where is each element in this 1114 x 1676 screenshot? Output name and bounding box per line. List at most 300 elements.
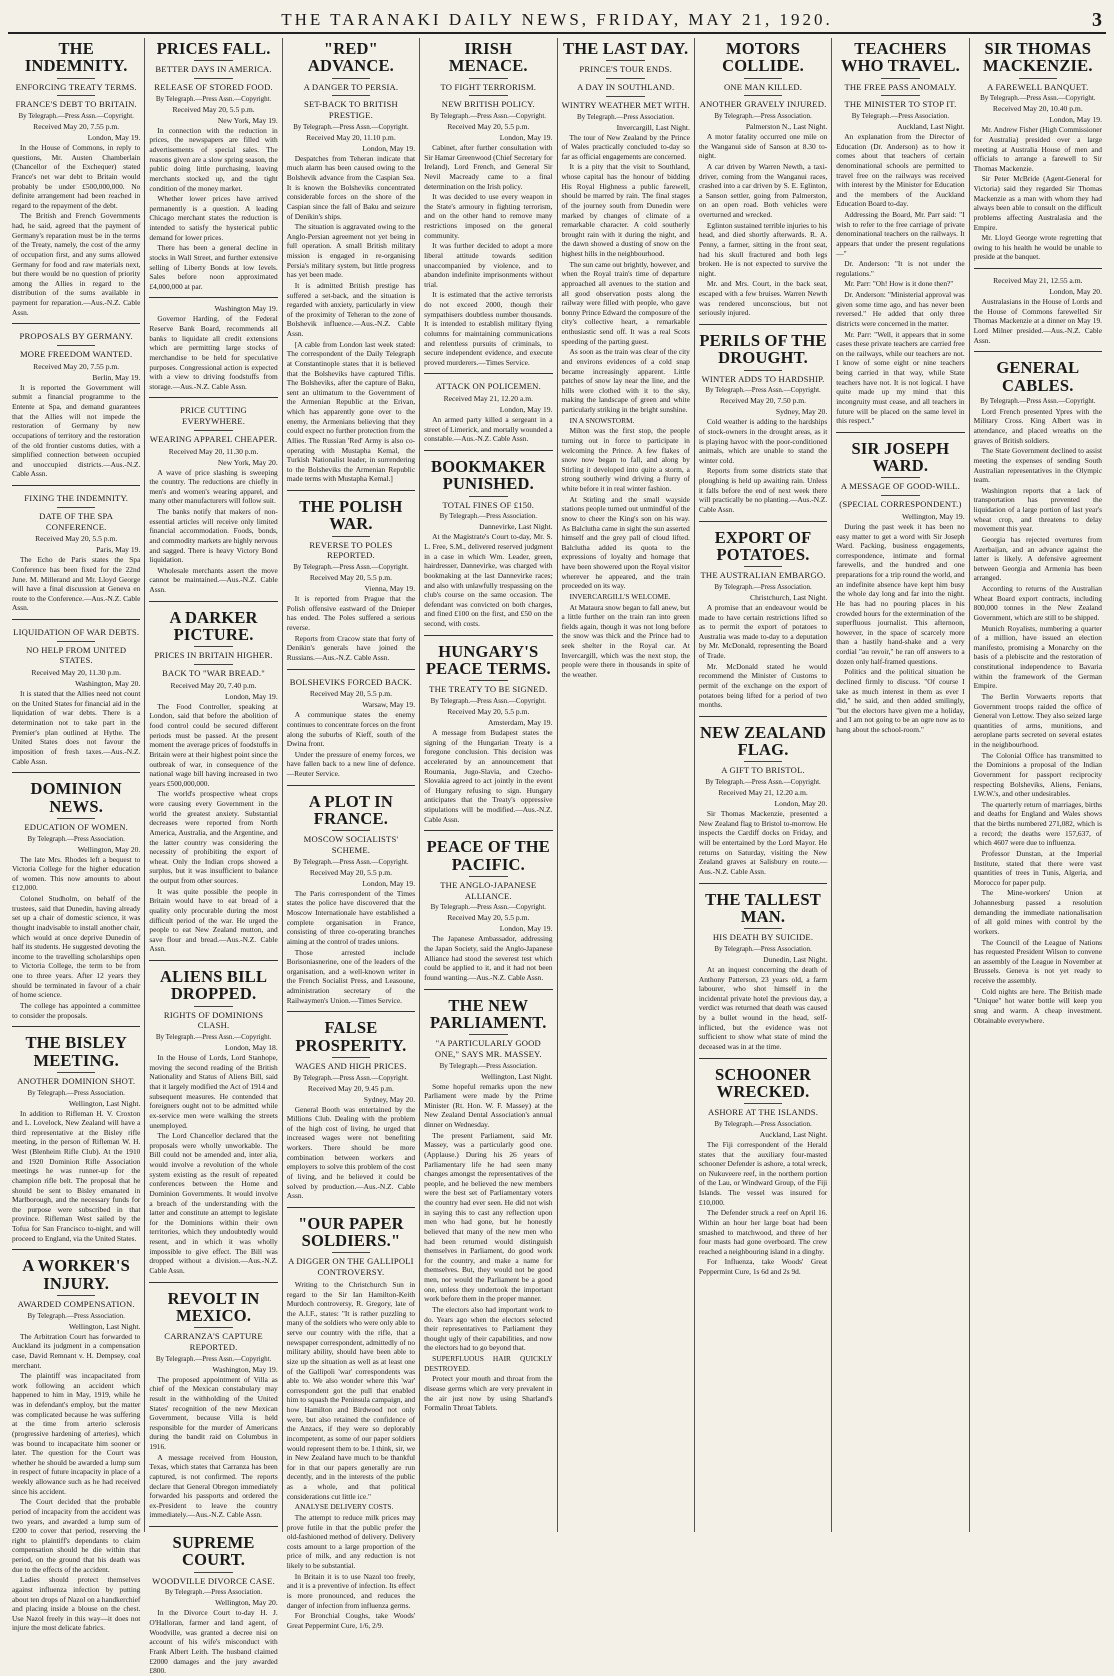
article-headline: THE POLISH WAR. (299, 497, 403, 534)
dateline: London, May 18. (225, 1043, 278, 1053)
article (149, 960, 277, 1275)
article-headline: A DARKER PICTURE. (169, 607, 258, 645)
divider (469, 78, 508, 79)
dateline: Berlin, May 19. (92, 372, 141, 382)
article-paragraph: Mr. and Mrs. Court, in the back seat, escaped with a few bruises. Warren Newth was rendered unconscious, but not seriously injured. (698, 279, 828, 318)
dateline: London, May 19. (225, 691, 278, 701)
article-subheading: CARRANZA'S CAPTURE REPORTED. (164, 1331, 263, 1352)
article-paragraph: The Echo de Paris states the Spa Conference has been fixed for the 22nd June. M. Millerand and Mr. Lloyd George will have a final discussion at Geneva en route to the Conference.—Aus.-N.Z. Cable Assn. (12, 555, 141, 613)
article-paragraph: Reports from some districts state that ploughing is held up awaiting rain. Unless it falls before the end of next week there will practically be no planting.—Aus.-N.Z. Cable Assn. (698, 466, 828, 514)
article (287, 669, 415, 779)
article (287, 1207, 415, 1631)
divider (744, 928, 783, 929)
article-paragraph: The present Parliament, said Mr. Massey, was a particularly good one. (Applause.) During his 26 years of Parliamentary life he had seen many changes amongst the representatives of the people, and he believed the new members were the best set of Parliamentary voters the country had ever seen. He did not wish in saying this to cast any reflection upon men who had gone, but he honestly believed that many of the new men who had been returned would distinguish themselves in Parliament, do good work for the country, and make a name for themselves. But, they would not be good men, nor would the Parliament be a good one, unless they undertook the important work before them in the proper manner. (424, 1130, 553, 1304)
article (12, 323, 140, 479)
article-paragraph: Some hopeful remarks upon the new Parliament were made by the Prime Minister (Rt. Hon. W. F. Massey) at the New Zealand Dental Association's annual dinner on Wednesday. (424, 1081, 553, 1130)
divider (332, 536, 371, 537)
dateline: Wellington, May 19. (901, 511, 965, 521)
article-paragraph: Under the pressure of enemy forces, we have fallen back to a new line of defence.—Reuter Service. (286, 749, 416, 779)
article-headline: THE NEW PARLIAMENT. (429, 995, 547, 1032)
divider (469, 876, 508, 877)
article-headline: SIR THOMAS MACKENZIE. (982, 39, 1093, 76)
article-paragraph: An armed party killed a sergeant in a street of Limerick, and mortally wounded a constable.—Aus.-N.Z. Cable Assn. (424, 415, 553, 444)
received-time: Received May 20, 5.5 p.m. (447, 122, 530, 132)
article-paragraph: It was quite possible the people in Britain would have to eat bread of a quality only procurable during the most difficult period of the war. He urged the people to eat New Zealand mutton, and save flour and bread.—Aus.-N.Z. Cable Assn. (149, 886, 278, 954)
column-5 (558, 38, 695, 1532)
article-paragraph: The Court decided that the probable period of incapacity from the accident was two years, and awarded a lump sum of £200 to cover that period, reserving the right to plaintiff's dependants to claim compensation should he die within that period, on the ground that his death was due to the effects of the accident. (12, 1497, 141, 1574)
divider (606, 96, 645, 97)
divider (744, 370, 783, 371)
article-headline: A PLOT IN FRANCE. (308, 791, 393, 828)
divider (881, 477, 920, 478)
wire-credit: By Telegraph.—Press Assn.—Copyright. (705, 778, 821, 787)
divider (1019, 78, 1058, 79)
article (12, 619, 140, 766)
article-subheading: PRINCE'S TOUR ENDS. (579, 64, 673, 75)
article-paragraph: It is estimated that the active terrorists do not exceed 2000, though their sympathisers doubtless number thousands. It is intended to establish military flying columns for maintaining communications and relentless pursuits of criminals, to secure independent evidence, and execute proved murderers.—Times Service. (424, 290, 553, 367)
column-3 (283, 38, 420, 1630)
column-6 (695, 38, 832, 1532)
article-paragraph: The banks notify that makers of non-essential articles will receive only limited financial accommodation. Foods, bonds, and commodity markets are highly nervous and sagged. There is heavy Victory Bond liquidation. (149, 507, 278, 565)
received-time: Received May 20, 11.30 p.m. (31, 668, 121, 678)
received-time: Received May 21, 12.20 a.m. (443, 394, 534, 404)
article-paragraph: Mr. McDonald stated he would recommend the Minister of Customs to permit of the exchange on the export of potatoes being lifted for a period of two months. (698, 661, 828, 710)
column-7 (832, 38, 969, 1532)
article-paragraph: At Stirling and the small wayside stations people turned out unmindful of the snow to cheer the King's son on his way. As Balclutha came in sight the sun asserted himself and the grey pall of cloud lifted. Balclutha added its quota to the expressions of loyalty and homage that have been showered upon the Royal visitor wherever he appeared, and the train proceeded on its way. (561, 494, 690, 591)
article-paragraph: Governor Harding, of the Federal Reserve Bank Board, recommends all banks to liquidate all credit extensions which are permitting large stocks of merchandise to be held for speculative purposes. Congressional action is expected with a view to driving foodstuffs from storage.—Aus.-N.Z. Cable Assn. (149, 314, 278, 391)
article (424, 373, 552, 444)
article-headline: THE INDEMNITY. (24, 39, 128, 76)
article-headline: "RED" ADVANCE. (307, 39, 394, 76)
divider (194, 1327, 233, 1328)
divider (332, 1057, 371, 1058)
article (424, 635, 552, 825)
article-headline: REVOLT IN MEXICO. (167, 1288, 260, 1325)
wire-credit: By Telegraph.—Press Association. (439, 1061, 537, 1070)
wire-credit: By Telegraph.—Press Assn.—Copyright. (430, 112, 547, 121)
article-subheading: MOSCOW SOCIALISTS' SCHEME. (303, 834, 399, 856)
article (149, 1282, 277, 1520)
received-time: Received May 20, 7.55 p.m. (33, 361, 120, 371)
article-subheading: BETTER DAYS IN AMERICA. (155, 64, 272, 75)
article-paragraph: As soon as the train was clear of the city and environs evidences of a cold snap became increasingly apparent. Little patches of snow lay near the line, and the hills were clothed with it to the sky, making the landscape of green and white particularly striking in the bright sunshine. (561, 347, 690, 415)
article-subheading: ANOTHER GRAVELY INJURED. (699, 99, 827, 110)
wire-credit: By Telegraph.—Press Assn.—Copyright. (430, 697, 547, 706)
article-paragraph: A wave of price slashing is sweeping the country. The reductions are chiefly in men's and women's wearing apparel, and many other manufacturers will follow suit. (149, 467, 278, 506)
article-subheading: REVERSE TO POLES REPORTED. (309, 539, 393, 561)
article-paragraph: The attempt to reduce milk prices may prove futile in that the public prefer the old-fashioned method of delivery. Delivery costs amount to a large proportion of the price of milk, and any reduction is not likely to be substantial. (286, 1512, 416, 1571)
dateline: London, May 20. (774, 799, 828, 809)
dateline: Wellington, Last Night. (480, 1071, 553, 1081)
dateline: Invercargill, Last Night. (616, 122, 690, 132)
received-time: Received May 20, 5.5 p.m. (172, 104, 255, 114)
article-headline: FALSE PROSPERITY. (295, 1018, 407, 1055)
article-paragraph: In connection with the reduction in prices, the newspapers are filled with advertisements of special sales. The reasons given are a slow spring season, the public doing little purchasing, leaving merchants stocked up, and the tight condition of the money market. (149, 125, 278, 193)
received-time: Received May 20, 5.5 p.m. (447, 707, 530, 717)
article-paragraph: At Mataura snow began to fall anew, but a little further on the train ran into green fields again, though it was not long before the snow was thick and the Prince had to seek shelter in the Royal car. At Invercargill, which was the next stop, the people were there in thousands in spite of the weather. (561, 602, 690, 679)
wire-credit: By Telegraph.—Press Assn.—Copyright. (293, 563, 409, 572)
divider (57, 818, 96, 819)
article-subheading: NO HELP FROM UNITED STATES. (26, 644, 127, 666)
received-time: Received May 20, 5.5 p.m. (309, 573, 393, 583)
article (836, 40, 964, 426)
wire-credit: By Telegraph.—Press Association. (27, 1088, 125, 1097)
article-subheading: FIXING THE INDEMNITY. (24, 493, 129, 504)
article (149, 1526, 277, 1676)
article-subheading: A GIFT TO BRISTOL. (721, 765, 805, 776)
wire-credit: By Telegraph.—Press Association. (577, 112, 675, 121)
article-headline: THE LAST DAY. (563, 39, 689, 58)
dateline: Dannevirke, Last Night. (479, 522, 553, 532)
article-paragraph: Milton was the first stop, the people turning out in force to participate in welcoming the Prince. A few flakes of snow now began to fall, and along by Stirling it developed into quite a storm, a strong southerly wind driving a flurry of white before it in real winter fashion. (561, 426, 690, 494)
article-subheading: NEW BRITISH POLICY. (441, 99, 535, 110)
article-paragraph: The Mine-workers' Union at Johannesburg passed a resolution demanding the immediate nationalisation of all gold mines with control by the workers. (973, 888, 1102, 936)
article-paragraph: Mr. Andrew Fisher (High Commissioner for Australia) presided over a large meeting at Australia House of men and officials to arrange a farewell to Sir Thomas Mackenzie. (973, 125, 1102, 173)
dateline: Washington, May 20. (75, 679, 141, 689)
divider (194, 60, 233, 61)
article-headline: NEW ZEALAND FLAG. (699, 722, 827, 760)
article (287, 1011, 415, 1201)
wire-credit: By Telegraph.—Press Assn.—Copyright. (155, 94, 272, 103)
article-headline: TEACHERS WHO TRAVEL. (840, 39, 960, 76)
article-paragraph: In addition to Rifleman H. V. Croxton and L. Lovelock, New Zealand will have a third representative at the Bisley rifle meeting, in the person of Rifleman W. H. West (Blenheim Rifle Club). At the 1910 and 1920 Dominion Rifle Association meetings he was runner-up for the champion rifle belt. The proposal that he should be sent to Bisley emanated in Marlborough, and the necessary funds for the purpose were subscribed in that province. Rifleman West sailed by the Tofua for San Francisco to-night, and will proceed to England, via the United States. (12, 1108, 141, 1243)
divider (744, 761, 783, 762)
received-time: Received May 20, 5.5 p.m. (309, 867, 393, 877)
dateline: Washington, May 19. (212, 1364, 278, 1374)
article-paragraph: The world's prospective wheat crops were causing every Government in the world the greatest anxiety. Substantial decreases were reported from North America, Australia, and the Argentine, and the latter country was considering the necessity of prohibiting the export of wheat. Only the Indian crops showed a surplus, but it was insufficient to balance the output from other sources. (149, 789, 278, 886)
article-subheading: DATE OF THE SPA CONFERENCE. (39, 510, 114, 532)
article-paragraph: In Britain it is to use Nazol too freely, and it is a preventive of infection. Its effect is more pronounced, and reduces the danger of infection from influenza germs. (286, 1571, 416, 1610)
received-time: Received May 21, 12.20 a.m. (718, 788, 808, 798)
article-paragraph: Protect your mouth and throat from the disease germs which are very prevalent in the air just now by using Sharland's Formalin Throat Tablets. (424, 1374, 553, 1413)
dateline: London, May 20. (1049, 287, 1102, 297)
article-headline: PRICES FALL. (156, 39, 271, 58)
article (149, 40, 277, 291)
article-paragraph: It was further decided to adopt a more liberal attitude towards sedition unaccompanied by violence, and to abandon indefinite imprisonments without trial. (424, 241, 553, 289)
wire-credit: By Telegraph.—Press Assn.—Copyright. (293, 857, 409, 866)
received-time: Received May 21, 12.55 a.m. (993, 276, 1083, 286)
article-paragraph: The Japanese Ambassador, addressing the Japan Society, said the Anglo-Japanese Alliance had stood the severest test which could be applied to it, and it had not been found wanting.—Aus.-N.Z. Cable Assn. (424, 934, 553, 982)
article-paragraph: ANALYSE DELIVERY COSTS. (294, 1502, 394, 1512)
article-headline: THE BISLEY MEETING. (25, 1033, 127, 1070)
article-paragraph: In the Divorce Court to-day H. J. O'Halloran, farmer and land agent, of Woodville, was granted a decree nisi on account of his wife's misconduct with Frank Albert Leith. The husband claimed £2000 damages and the jury awarded £800. (149, 1608, 278, 1676)
divider (332, 1252, 371, 1253)
divider (194, 646, 233, 647)
article-subheading: A MESSAGE OF GOOD-WILL. (840, 481, 961, 492)
article-headline: BOOKMAKER PUNISHED. (431, 457, 546, 494)
article (699, 716, 827, 877)
dateline: Sydney, May 20. (363, 1094, 416, 1104)
divider (194, 430, 233, 431)
article-subheading: BACK TO "WAR BREAD." (162, 668, 265, 679)
dateline: Vienna, May 19. (364, 584, 416, 594)
wire-credit: By Telegraph.—Press Assn.—Copyright. (293, 1073, 409, 1082)
article-paragraph: An explanation from the Director of Education (Dr. Anderson) as to how it comes about that teachers of certain denominational schools are permitted to travel free on the railways was received with interest by the Minister for Education and the members of the Auckland Education Board to-day. (836, 132, 965, 209)
article-paragraph: Addressing the Board, Mr. Parr said: "I wish to refer to the free carriage of private denominational teachers on the railways. It appears that under the present regulations—" (836, 210, 965, 258)
article-subheading: PRICE CUTTING EVERYWHERE. (180, 405, 247, 427)
article-subheading: ATTACK ON POLICEMEN. (435, 381, 541, 392)
article-paragraph: The Colonial Office has transmitted to the Dominions a proposal of the Indian Government for passport reciprocity respecting Bolsheviks, Aliens, Fenians, I.W.W.'s, and other undesirables. (973, 750, 1102, 799)
divider (57, 641, 96, 642)
article-paragraph: Mr. Lloyd George wrote regretting that owing to his health he would be unable to preside at the banquet. (973, 233, 1102, 262)
masthead (8, 6, 1106, 34)
dateline: Wellington, Last Night. (68, 1098, 141, 1108)
article-paragraph: The Berlin Vorwaerts reports that Government troops raided the office of General von Lettow. They also seized large quantities of arms, munitions, and aeroplane parts secreted on several estates in the neighbourhood. (973, 691, 1102, 750)
article (12, 485, 140, 613)
dateline: London, May 19. (1049, 115, 1102, 125)
article (12, 1026, 140, 1243)
article (699, 40, 827, 318)
received-time: Received May 20, 7.40 p.m. (170, 680, 257, 690)
article-subheading: THE FREE PASS ANOMALY. (844, 81, 957, 92)
article (424, 40, 552, 367)
article-paragraph: Eglinton sustained terrible injuries to his head, and died shortly afterwards. R. A. Penny, a farmer, sitting in the front seat, had his skull fractured and both legs broken. He is not expected to survive the night. (698, 220, 828, 278)
article (12, 40, 140, 317)
article-subheading: A FAREWELL BANQUET. (987, 81, 1089, 92)
divider (469, 680, 508, 681)
column-1 (8, 38, 145, 1633)
article-subheading: "A PARTICULARLY GOOD ONE," SAYS MR. MASSEY. (434, 1038, 542, 1059)
article-subheading: RIGHTS OF DOMINIONS CLASH. (163, 1009, 264, 1031)
article (149, 397, 277, 594)
article-subheading: LIQUIDATION OF WAR DEBTS. (13, 627, 140, 638)
article-paragraph: IN A SNOWSTORM. (569, 415, 635, 425)
article-paragraph: Washington reports that a lack of transportation has prevented the liquidation of a large portion of last year's wheat crop, and threatens to delay movement this year. (973, 485, 1102, 534)
article-subheading: A DAY IN SOUTHLAND. (577, 82, 675, 93)
dateline: London, May 19. (87, 133, 141, 143)
article-paragraph: It is reported from Prague that the Polish offensive eastward of the Dnieper has ended. The Poles suffered a serious reverse. (286, 594, 416, 633)
article-paragraph: Cold nights are here. The British made "Unique" hot water bottle will keep you snug and warm. A cheap investment. Obtainable everywhere. (973, 986, 1102, 1025)
divider (606, 78, 645, 79)
article-paragraph: It is admitted British prestige has suffered a set-back, and the situation is regarded with anxiety, particularly in view of the proximity of Teheran to the zone of Bolshevik influence.—Aus.-N.Z. Cable Assn. (286, 280, 416, 339)
divider (744, 1103, 783, 1104)
dateline: Amsterdam, May 19. (487, 718, 553, 728)
article-paragraph: Dr. Anderson: "Ministerial approval was given some time ago, and has never been reversed." He added that only three districts were concerned in the matter. (836, 290, 965, 328)
dateline: Washington May 19. (214, 304, 278, 314)
article-paragraph: The situation is aggravated owing to the Anglo-Persian agreement not yet being in full operation. A small British military mission is engaged in re-organising Persia's military system, but little progress has yet been made. (286, 222, 416, 280)
dateline: Palmerston N., Last Night. (745, 122, 828, 132)
article-paragraph: Mr. Parr: "Well, it appears that in some cases these private teachers are carried free on the railways, while our teachers are not. I know of some eight or nine teachers being carried in that way, while State teachers have not. It is not logical. I have quite made up my mind that this incongruity must cease, and all teachers in future will be placed on the same level in this respect." (836, 329, 965, 426)
article-headline: ALIENS BILL DROPPED. (159, 967, 268, 1004)
article-subheading: TO FIGHT TERRORISM. (440, 81, 537, 92)
divider (57, 507, 96, 508)
article-headline: PEACE OF THE PACIFIC. (426, 837, 551, 874)
divider (57, 95, 96, 96)
dateline: New York, May 19. (217, 115, 278, 125)
received-time: Received May 20, 5.5 p.m. (309, 689, 393, 699)
column-2 (145, 38, 282, 1676)
wire-credit: By Telegraph.—Press Assn.—Copyright. (980, 94, 1096, 103)
article-paragraph: The Food Controller, speaking at London, said that before the abolition of food control could be secured different periods must be passed. At the present moment the average prices of foodstuffs in Britain were at their highest point since the outbreak of war, in consequence of the national wage bill having increased in two years £500,000,000. (149, 701, 278, 788)
article-headline: SCHOONER WRECKED. (715, 1064, 812, 1101)
page-number: 3 (1092, 9, 1102, 31)
dateline: Warsaw, May 19. (362, 700, 416, 710)
article-paragraph: A promise that an endeavour would be made to have certain restrictions lifted so as to permit the export of potatoes to Australia was made to-day to a deputation by Mr. McDonald, representing the Board of Trade. (698, 602, 828, 661)
article-paragraph: Reports from Cracow state that forty of Denikin's generals have joined the Russians.—Aus.-N.Z. Cable Assn. (286, 633, 416, 662)
article-subheading: SET-BACK TO BRITISH PRESTIGE. (303, 99, 398, 121)
article-paragraph: Despatches from Teheran indicate that much alarm has been caused owing to the Bolshevik advance from the Caspian Sea. It is known the Bolsheviks concentrated considerable forces on the shore of the Caspian since the fall of Baku and seizure of Denikin's ships. (286, 153, 416, 221)
article-headline: PERILS OF THE DROUGHT. (699, 330, 827, 368)
article-subheading: ONE MAN KILLED. (723, 81, 803, 92)
article-paragraph: A message from Budapest states the signing of the Hungarian Treaty is a foregone conclusion. This decision was accelerated by an announcement that Roumania, Jugo-Slavia, and Czecho-Slovakia agreed to act jointly in the event of Hungary refusing to sign. Hungary anticipates that the Treaty's oppressive stipulations will be modified.—Aus.-N.Z. Cable Assn. (424, 728, 553, 824)
article-paragraph: Munich Royalists, numbering a quarter of a million, have issued an election manifesto, promising a Monarchy on the basis of a plebiscite and the restoration of constitutional independence to Bavaria within the framework of the German Empire. (973, 623, 1102, 691)
article-paragraph: The British and French Governments had, he said, agreed that the payment of Germany's reparation must be in the terms of the Treaty, namely, the cost of the army of occupation first, and any sums allowed Germany for food and raw materials next, but there would be no question of priority among the Allies in regard to the distribution of the sums available in payment for reparation.—Aus.-N.Z. Cable Assn. (12, 211, 141, 317)
divider (881, 95, 920, 96)
dateline: Auckland, Last Night. (897, 122, 965, 132)
article-paragraph: The proposed appointment of Villa as chief of the Mexican constabulary may result in the withholding of the United States' recognition of the new Mexican Government, because Villa is held responsible for the murder of Americans during the bandit raid on Columbus in 1916. (149, 1374, 278, 1452)
article-paragraph: A message received from Houston, Texas, which states that Carranza has been captured, is not confirmed. The reports declare that General Obregon immediately forwarded his passports and ordered the ex-President to leave the country immediately.—Aus.-N.Z. Cable Assn. (149, 1452, 278, 1520)
article (424, 450, 552, 629)
wire-credit: By Telegraph.—Press Association. (714, 582, 812, 591)
article-paragraph: A car driven by Warren Newth, a taxi-driver, coming from the Wanganui races, crashed into a car driven by S. E. Eglinton, a Sanson settler, going from Palmerston, on an open road. Both vehicles were overturned and wrecked. (698, 161, 828, 220)
dateline: Paris, May 19. (96, 545, 141, 555)
wire-credit: By Telegraph.—Press Assn.—Copyright. (155, 1033, 272, 1042)
divider (606, 60, 645, 61)
wire-credit: By Telegraph.—Press Association. (851, 112, 950, 121)
divider (744, 566, 783, 567)
article-subheading: THE TREATY TO BE SIGNED. (429, 684, 548, 695)
article-paragraph: The Defender struck a reef on April 16. Within an hour her large boat had been smashed to matchwood, and three of her four masts had gone overboard. The crew reached a neighbouring island in a dinghy. (698, 1208, 828, 1256)
article-paragraph: The plaintiff was incapacitated from work following an accident which happened to him in May, 1919, while he was in defendant's employ, but the matter was complicated because he was suffering at the time from arterio sclerosis (progressive hardening of arteries), which was bound to incapacitate him sooner or later. The question for the Court was whether he should be awarded a lump sum in respect of future incapacity in place of a weekly allowance such as he had received since his accident. (12, 1371, 141, 1496)
divider (469, 496, 508, 497)
article-paragraph: Writing to the Christchurch Sun in regard to the Sir Ian Hamilton-Keith Murdoch controversy, R. Gregory, late of the A.I.F., states: "It is rather puzzling to many of the soldiers who were only able to serve our country with the rifle, that a newspaper correspondent, admittedly of no military ability, should have been able to size up the situation as well as at least one of the Gallipoli 'war' correspondents was able to. We also wonder where this 'war' correspondent got the pull that enabled him to squash the Peninsula campaign, and how Hamilton and Birdwood not only were, but also retained the confidence of the Anzacs, if they were so deplorably incompetent, as some of our paper soldiers would represent them to be. I think, sir, we in New Zealand have much to be thankful for in that our papers generally are run decently, and in the interests of the public as a whole, and that political considerations cut little ice." (286, 1279, 416, 1501)
article-headline: THE TALLEST MAN. (705, 889, 821, 926)
article-paragraph: The Fiji correspondent of the Herald states that the auxiliary four-masted schooner Defender is ashore, a total wreck, on Nukuveere reef, in the northern portion of the Lau, or Windward Group, of the Fiji Islands. The vessel was insured for £10,000. (698, 1139, 828, 1207)
wire-credit: By Telegraph.—Press Assn.—Copyright. (980, 396, 1096, 405)
dateline: London, May 19. (362, 143, 416, 153)
divider (194, 664, 233, 665)
article-paragraph: General Booth was entertained by the Millions Club. Dealing with the problem of the high cost of living, he urged that increased wages were not benefiting workers. There should be more combination between workers and employers to solve this problem of the cost of living, and he believed it could be solved by production.—Aus.-N.Z. Cable Assn. (286, 1104, 416, 1201)
wire-credit: By Telegraph.—Press Association. (164, 1588, 263, 1597)
article-headline: SIR JOSEPH WARD. (851, 438, 950, 476)
article-paragraph: Whether lower prices have arrived permanently is a question. A leading Chicago merchant states the reduction is intended to satisfy the hysterical public demand for lower prices. (149, 194, 278, 242)
divider (194, 1006, 233, 1007)
article-headline: A WORKER'S INJURY. (22, 1256, 130, 1293)
received-time: Received May 20, 5.5 p.m. (35, 534, 118, 544)
article-paragraph: Georgia has rejected overtures from Azerbaijan, and an advance against the latter is likely. A defensive agreement between Georgia and Armenia has been arranged. (973, 534, 1102, 583)
dateline: London, May 19. (499, 133, 553, 143)
dateline: Christchurch, Last Night. (750, 592, 828, 602)
article-paragraph: Cabinet, after further consultation with Sir Hamar Greenwood (Chief Secretary for Ireland), Lord French, and General Sir Nevil Macready came to a final determination on the Irish policy. (424, 143, 553, 191)
divider (332, 830, 371, 831)
article (974, 40, 1102, 262)
received-time: Received May 20, 11.10 p.m. (306, 132, 396, 142)
article-paragraph: For Bronchial Coughs, take Woods' Great Peppermint Cure, 1/6, 2/9. (286, 1611, 416, 1630)
divider (881, 495, 920, 496)
received-time: Received May 20, 7.55 p.m. (33, 122, 120, 132)
article-paragraph: Ladies should protect themselves against influenza infection by putting about ten drops of Nazol on a handkerchief and placing inside a blouse on the chest. Use Nazol freely in this way—it does not injure the most delicate fabrics. (12, 1575, 141, 1633)
divider (332, 78, 371, 79)
divider (194, 1572, 233, 1573)
article-headline: IRISH MENACE. (448, 39, 528, 76)
wire-credit: By Telegraph.—Press Assn.—Copyright. (705, 386, 821, 395)
article (699, 324, 827, 515)
article (12, 772, 140, 1020)
dateline: Sydney, May 20. (775, 407, 828, 417)
wire-credit: By Telegraph.—Press Association. (27, 1311, 125, 1320)
article-subheading: ENFORCING TREATY TERMS. (15, 81, 137, 92)
article-subheading: FRANCE'S DEBT TO BRITAIN. (15, 99, 137, 110)
article-headline: HUNGARY'S PEACE TERMS. (425, 641, 551, 678)
article-paragraph: Dr. Anderson: "It is not under the regulations." (836, 259, 965, 278)
article-paragraph: For Influenza, take Woods' Great Peppermint Cure, 1s 6d and 2s 9d. (698, 1257, 828, 1277)
column-8 (970, 38, 1106, 1532)
article-headline: GENERAL CABLES. (996, 358, 1080, 395)
dateline: London, May 19. (499, 924, 553, 934)
article-headline: SUPREME COURT. (172, 1533, 255, 1570)
article-subheading: THE ANGLO-JAPANESE ALLIANCE. (440, 879, 537, 901)
article-subheading: MORE FREEDOM WANTED. (19, 349, 133, 360)
article-headline: EXPORT OF POTATOES. (714, 527, 812, 564)
article-paragraph: Mr. Parr: "Oh! How is it done then?" (844, 279, 954, 289)
article-paragraph: In the House of Lords, Lord Stanhope, moving the second reading of the British Nationality and Status of Aliens Bill, said that it largely modified the Act of 1914 and subsequent measures. He contended that foreigners ought not to be admitted while ex-service men were walking the streets unemployed. (149, 1053, 278, 1130)
article-subheading: ASHORE AT THE ISLANDS. (708, 1107, 819, 1118)
article-subheading: EDUCATION OF WOMEN. (24, 821, 129, 832)
wire-credit: By Telegraph.—Press Assn.—Copyright. (293, 122, 409, 131)
divider (744, 95, 783, 96)
dateline: Dunedin, Last Night. (763, 954, 828, 964)
article-paragraph: The Council of the League of Nations has requested President Wilson to convene an assembly of the League in November at Brussels. Geneva is not yet ready to receive the assembly. (973, 937, 1102, 986)
article-subheading: THE AUSTRALIAN EMBARGO. (700, 570, 826, 581)
article-subheading: A DIGGER ON THE GALLIPOLI CONTROVERSY. (288, 1256, 414, 1278)
article-paragraph: INVERCARGILL'S WELCOME. (569, 591, 671, 601)
divider (469, 95, 508, 96)
dateline: New York, May 20. (217, 457, 278, 467)
article (287, 785, 415, 1006)
article (287, 490, 415, 662)
article-subheading: WINTRY WEATHER MET WITH. (561, 99, 690, 110)
article-paragraph: Colonel Studholm, on behalf of the trustees, said that Dunedin, having already set up a chair of domestic science, it was thought inadvisable to install another chair, which would at once deprive Dunedin of half its students. He suggested devoting the income to the travelling scholarships open to Victoria College, the term to be from one to three years. After 12 years they should be terminated in favour of a chair of home science. (12, 894, 141, 1000)
article-headline: MOTORS COLLIDE. (722, 39, 804, 76)
article (699, 521, 827, 710)
received-time: Received May 20, 9.45 p.m. (307, 1083, 394, 1093)
article-paragraph: In the House of Commons, in reply to questions, Mr. Austen Chamberlain (Chancellor of the Exchequer) stated France's net war debt to Britain would probably be under £500,000,000. No definite arrangement had been reached in regard to the repayment of the debt. (12, 143, 141, 210)
article-headline: "OUR PAPER SOLDIERS." (298, 1213, 404, 1251)
article-subheading: RELEASE OF STORED FOOD. (154, 82, 273, 93)
dateline: London, May 19. (362, 878, 416, 888)
wire-credit: By Telegraph.—Press Association. (439, 512, 537, 521)
article-subheading: WINTER ADDS TO HARDSHIP. (701, 373, 825, 384)
received-time: Received May 20, 5.5 p.m. (447, 913, 530, 923)
article-paragraph: The Paris correspondent of the Times states the police have discovered that the Moscow Internationale have established a complete organisation in France, consisting of three co-operating branches aiming at the control of trades unions. (286, 888, 416, 946)
column-4 (420, 38, 557, 1532)
article (974, 268, 1102, 345)
received-time: Received May 20, 7.50 p.m. (720, 396, 807, 406)
article (424, 989, 552, 1413)
wire-credit: By Telegraph.—Press Assn.—Copyright. (18, 112, 134, 121)
article (149, 297, 277, 391)
article-paragraph: The college has appointed a committee to consider the proposals. (12, 1000, 141, 1020)
divider (57, 345, 96, 346)
article-paragraph: The Arbitration Court has forwarded to Auckland its judgment in a compensation case, David Remnant v. H. Dempsey, coal merchant. (12, 1331, 141, 1370)
article-subheading: WAGES AND HIGH PRICES. (295, 1060, 407, 1071)
article (699, 883, 827, 1052)
divider (881, 78, 920, 79)
divider (57, 1295, 96, 1296)
article (699, 1058, 827, 1277)
article (836, 432, 964, 735)
article-paragraph: [A cable from London last week stated: The correspondent of the Daily Telegraph at Constantinople states that it is believed that the Bolsheviks have captured Tiflis. The Bolsheviks, after the capture of Baku, sent an ultimatum to the Government of the Armenian Republic at the Erivan, which has apparently gone over to the enemy, the Armenians believing that they could expect no further protection from the Allies. The Russian 'Red' Army is also co-operating with Mustapha Kemal, the Turkish Nationalist leader, in surrendering to the Bolsheviks the Armenian Republic made terms with Mustapha Kemal.] (286, 339, 416, 484)
divider (57, 78, 96, 79)
article-paragraph: A motor fatality occurred one mile on the Wanganui side of Sanson at 8.30 to-night. (698, 132, 828, 161)
divider (194, 78, 233, 79)
article-paragraph: Australasians in the House of Lords and the House of Commons farewelled Sir Thomas Mackenzie at a dinner on May 19. Lord Milner presided.—Aus.-N.Z. Cable Assn. (973, 297, 1102, 345)
wire-credit: By Telegraph.—Press Association. (714, 944, 812, 953)
wire-credit: By Telegraph.—Press Association. (714, 1119, 812, 1128)
article-subheading: WEARING APPAREL CHEAPER. (149, 433, 278, 444)
wire-credit: By Telegraph.—Press Assn.—Copyright. (430, 903, 547, 912)
divider (469, 1034, 508, 1035)
